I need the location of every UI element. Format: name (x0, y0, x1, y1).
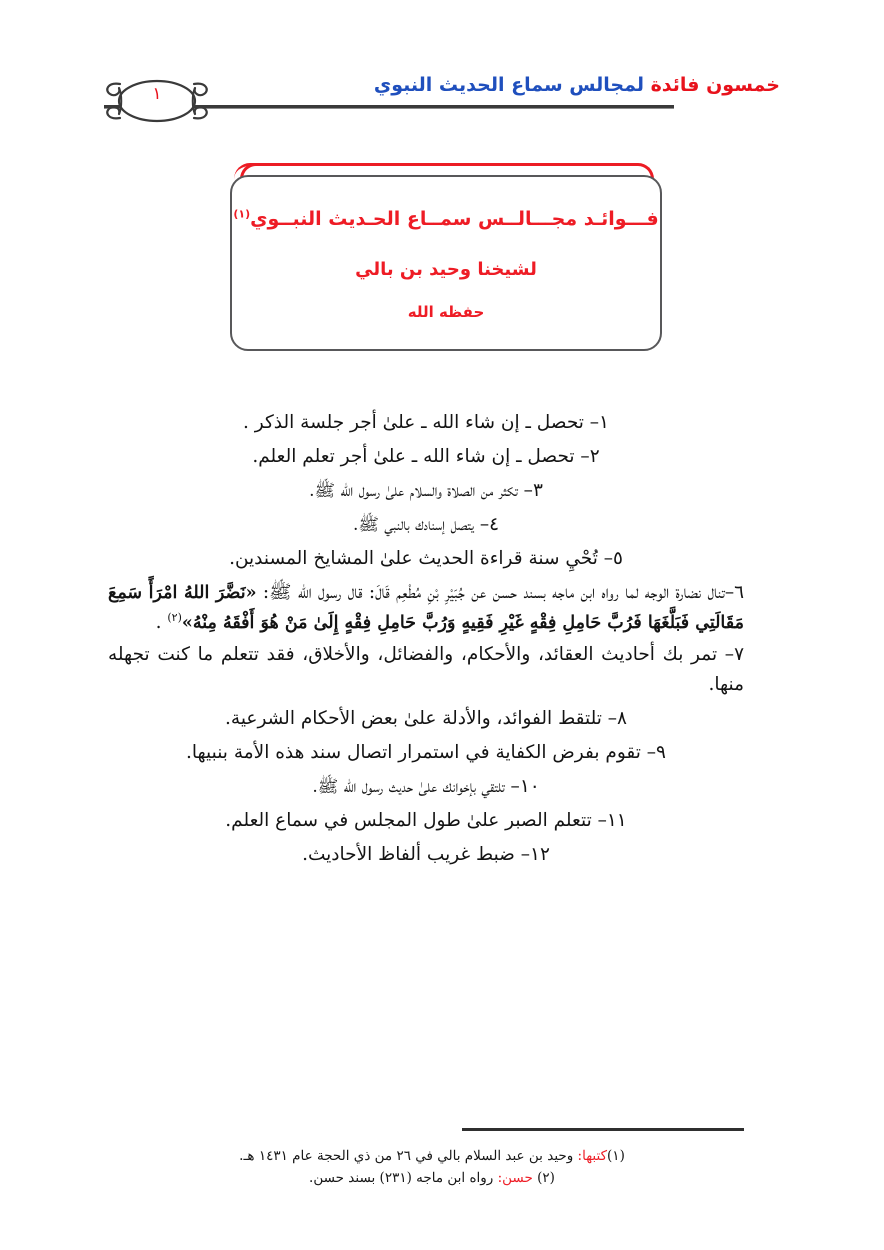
list-item-number: ٧ (734, 643, 744, 665)
header-title (374, 74, 780, 98)
list-item-number: ١١ (606, 809, 627, 831)
page-header (104, 74, 780, 128)
header-title-red: خمسون فائدة (650, 74, 780, 96)
list-item-text: تتعلم الصبر علىٰ طول المجلس في سماع العلم. (225, 809, 592, 831)
footnote-marker: (٢) (537, 1169, 555, 1186)
list-item-text: تحصل ـ إن شاء الله ـ علىٰ أجر جلسة الذكر . (243, 412, 584, 433)
footnote-text: رواه ابن ماجه (٢٣١) بسند حسن. (309, 1169, 498, 1186)
list-item-text: تُحْيِ سنة قراءة الحديث علىٰ المشايخ المسندين. (229, 547, 598, 569)
list-item-number: ٨ (617, 707, 627, 729)
list-item-text: تلتقط الفوائد، والأدلة علىٰ بعض الأحكام الشرعية. (225, 707, 602, 729)
footnotes (120, 1146, 744, 1189)
list-item: ١٠– تلتقي بإخوانك علىٰ حديث رسول الله ﷺ. (312, 775, 540, 797)
list-item: ٧– تمر بك أحاديث العقائد، والأحكام، والفضائل، والأخلاق، فقد تتعلم ما كنت تجهله منها. (108, 643, 744, 695)
title-dua: حفظه الله (407, 303, 485, 322)
hadith-end-punct: . (155, 611, 168, 633)
list-item-text: ضبط غريب ألفاظ الأحاديث. (302, 843, 515, 865)
title-footnote-marker: (١) (233, 207, 251, 221)
list-item-text: يتصل إسنادك بالنبي ﷺ. (352, 514, 474, 535)
title-box (230, 175, 662, 351)
page-number-ornament (96, 74, 218, 128)
footnote-label: كتبها: (577, 1148, 608, 1164)
footnote-separator (462, 1128, 744, 1131)
list-item-number: ٣ (532, 479, 543, 501)
title-author: لشيخنا وحيد بن بالي (355, 258, 537, 280)
list-item-number: ٢ (589, 445, 600, 467)
header-title-blue: لمجالس سماع الحديث النبوي (373, 74, 644, 96)
list-item: ٥– تُحْيِ سنة قراءة الحديث علىٰ المشايخ المسندين. (229, 547, 623, 569)
list-item-number: ٥ (613, 547, 623, 569)
list-item-number: ١ (599, 412, 609, 433)
list-item: ١– تحصل ـ إن شاء الله ـ علىٰ أجر جلسة الذكر . (243, 412, 609, 433)
list-item-text: تلتقي بإخوانك علىٰ حديث رسول الله ﷺ. (312, 776, 505, 797)
list-item-text: تحصل ـ إن شاء الله ـ علىٰ أجر تعلم العلم. (252, 445, 575, 467)
list-item: ٣– تكثر من الصلاة والسلام علىٰ رسول الله ﷺ. (309, 479, 543, 501)
list-item-text: تنال نضارة الوجه لما رواه ابن ماجه بسند حسن عن جُبَيْرِ بْنِ مُطْعِم قَالَ: قال رسول الله ﷺ: (262, 581, 725, 603)
list-item-number: ٦ (734, 581, 744, 603)
list-item: ٦–تنال نضارة الوجه لما رواه ابن ماجه بسند حسن عن جُبَيْرِ بْنِ مُطْعِم قَالَ: قال رسول الله ﷺ: «نَضَّرَ اللهُ امْرَأً سَمِعَ مَقَالَتِي فَبَلَّغَهَا فَرُبَّ حَامِلِ فِقْهٍ غَيْرِ فَقِيهٍ وَرُبَّ حَامِلِ فِقْهٍ إِلَىٰ مَنْ هُوَ أَفْقَهُ مِنْهُ»$^{(٢)}$ . (108, 581, 744, 633)
footnote-text: وحيد بن عبد السلام بالي في ٢٦ من ذي الحجة عام ١٤٣١ هـ. (239, 1148, 578, 1164)
title-main-text: فـــوائـد مجـــالــس سمــاع الحـديث النبــوي (250, 208, 659, 230)
hadith-footnote-marker: (٢) (167, 610, 182, 624)
footnote-marker: (١) (607, 1148, 625, 1164)
list-item-text: تقوم بفرض الكفاية في استمرار اتصال سند هذه الأمة بنبيها. (186, 741, 641, 763)
footnote-item (120, 1146, 744, 1168)
list-item-number: ١٢ (530, 843, 550, 865)
list-item: ٤– يتصل إسنادك بالنبي ﷺ. (352, 513, 500, 535)
list-item-text: تمر بك أحاديث العقائد، والأحكام، والفضائل، والأخلاق، فقد تتعلم ما كنت تجهله منها. (108, 643, 744, 695)
list-item: ٢– تحصل ـ إن شاء الله ـ علىٰ أجر تعلم العلم. (252, 445, 600, 467)
list-item-text: تكثر من الصلاة والسلام علىٰ رسول الله ﷺ. (309, 480, 518, 501)
list-item: ١١– تتعلم الصبر علىٰ طول المجلس في سماع العلم. (225, 809, 627, 831)
list-item-number: ٩ (656, 741, 666, 763)
footnote-label: حسن: (497, 1169, 533, 1186)
benefits-list (108, 408, 744, 874)
list-item-number: ١٠ (519, 775, 540, 797)
list-item: ١٢– ضبط غريب ألفاظ الأحاديث. (302, 843, 550, 865)
title-box-wrapper (230, 163, 662, 351)
list-item: ٨– تلتقط الفوائد، والأدلة علىٰ بعض الأحكام الشرعية. (225, 707, 627, 729)
title-main (232, 207, 660, 232)
page-number: ١ (152, 84, 162, 104)
list-item: ٩– تقوم بفرض الكفاية في استمرار اتصال سند هذه الأمة بنبيها. (186, 741, 666, 763)
footnote-item (120, 1168, 744, 1190)
list-item-number: ٤ (489, 513, 500, 535)
hadith-quote: «نَضَّرَ اللهُ امْرَأً سَمِعَ مَقَالَتِي فَبَلَّغَهَا فَرُبَّ حَامِلِ فِقْهٍ غَيْرِ فَقِيهٍ وَرُبَّ حَامِلِ فِقْهٍ إِلَىٰ مَنْ هُوَ أَفْقَهُ مِنْهُ» (108, 582, 744, 633)
